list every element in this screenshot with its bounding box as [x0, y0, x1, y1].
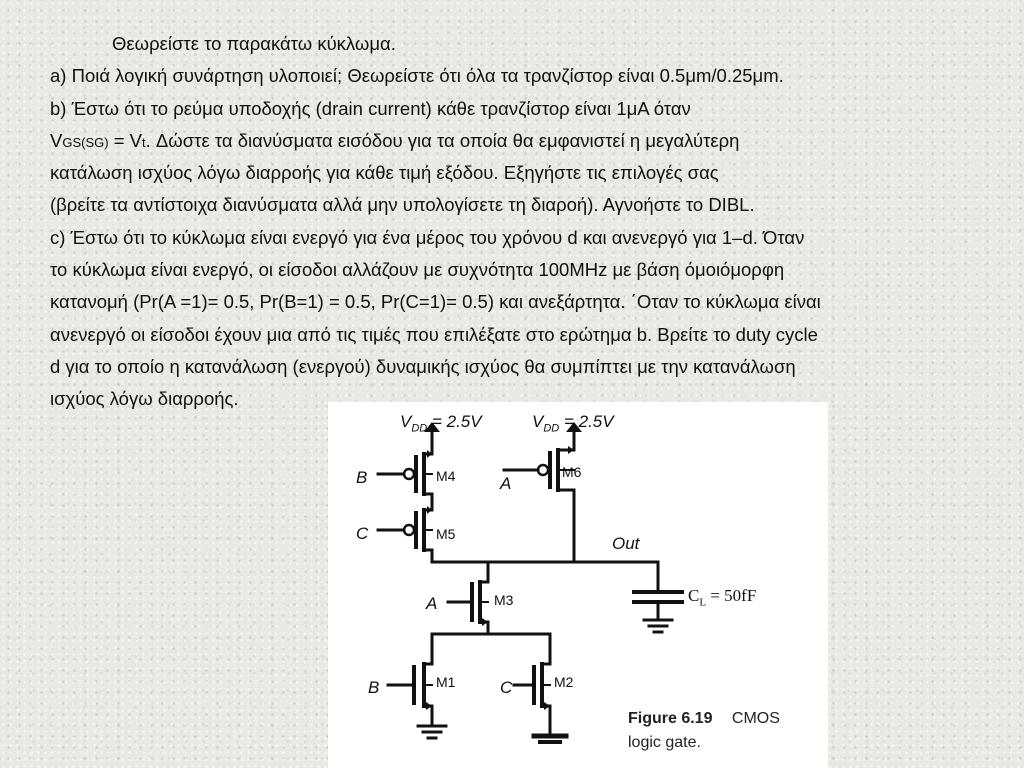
line4-rest: . Δώστε τα διανύσματα εισόδου για τα οποία θα εμφανιστεί η μεγαλύτερη: [145, 129, 740, 151]
input-a-top: A: [500, 474, 512, 493]
input-a-mid: A: [426, 594, 438, 613]
input-c-bottom: C: [500, 678, 513, 697]
out-label: Out: [612, 534, 640, 553]
text-line-3: b) Έστω ότι το ρεύμα υποδοχής (drain current) κάθε τρανζίστορ είναι 1μA όταν: [50, 97, 691, 119]
text-line-8: το κύκλωμα είναι ενεργό, οι είσοδοι αλλάζουν με συχνότητα 100MHz με βάση όμοιόμορφη: [50, 259, 785, 281]
text-line-11: d για το οποίο η κατανάλωση (ενεργού) δυναμικής ισχύος θα συμπίπτει με την κατανάλωση: [50, 355, 796, 377]
text-line-4: [50, 125, 1010, 157]
text-line-9: κατανομή (Pr(A =1)= 0.5, Pr(B=1) = 0.5, Pr(C=1)= 0.5) και ανεξάρτητα. ΄Οταν το κύκλωμα είναι: [50, 291, 821, 313]
vgs-subscript: GS(SG): [62, 134, 109, 150]
text-line-2: a) Ποιά λογική συνάρτηση υλοποιεί; Θεωρείστε ότι όλα τα τρανζίστορ είναι 0.5μm/0.25μm.: [50, 65, 784, 87]
m4-label: M4: [436, 468, 456, 484]
text-line-1: Θεωρείστε το παρακάτω κύκλωμα.: [112, 33, 396, 54]
m1-label: M1: [436, 674, 456, 690]
text-line-10: ανενεργό οι είσοδοι έχουν μια από τις τιμές που επιλέξατε στο ερώτημα b. Βρείτε το duty cycle: [50, 323, 818, 345]
vt-subscript: t: [142, 134, 146, 150]
caption-cmos: CMOS: [723, 710, 780, 727]
vt-eq: = V: [108, 129, 143, 151]
vdd-left-label: $V_{DD} = 2.5V$: [400, 412, 482, 435]
input-b-top: B: [356, 468, 368, 487]
m6-label: M6: [562, 464, 582, 480]
input-b-bottom: B: [368, 678, 380, 697]
vdd-right-label: $V_{DD} = 2.5V$: [532, 412, 614, 435]
m2-label: M2: [554, 674, 574, 690]
caption-logic-gate: logic gate.: [628, 734, 701, 751]
text-line-7: c) Έστω ότι το κύκλωμα είναι ενεργό για ένα μέρος του χρόνου d και ανενεργό για 1–d. Όταν: [50, 226, 805, 248]
text-line-12: ισχύος λόγω διαρροής.: [50, 388, 239, 410]
vgs-v: V: [50, 129, 63, 151]
text-line-5: κατάλωση ισχύος λόγω διαρροής για κάθε τιμή εξόδου. Εξηγήστε τις επιλογές σας: [50, 162, 719, 184]
m5-label: M5: [436, 526, 456, 542]
input-c-top: C: [356, 524, 369, 543]
circuit-figure: [328, 402, 828, 768]
load-capacitor-label: $C_L = 50fF$: [688, 586, 757, 609]
text-line-6: (βρείτε τα αντίστοιχα διανύσματα αλλά μην υπολογίσετε τη διαροή). Αγνοήστε το DIBL.: [50, 194, 755, 216]
m3-label: M3: [494, 592, 514, 608]
caption-figure-number: Figure 6.19: [628, 710, 713, 727]
problem-text: [50, 28, 1010, 416]
